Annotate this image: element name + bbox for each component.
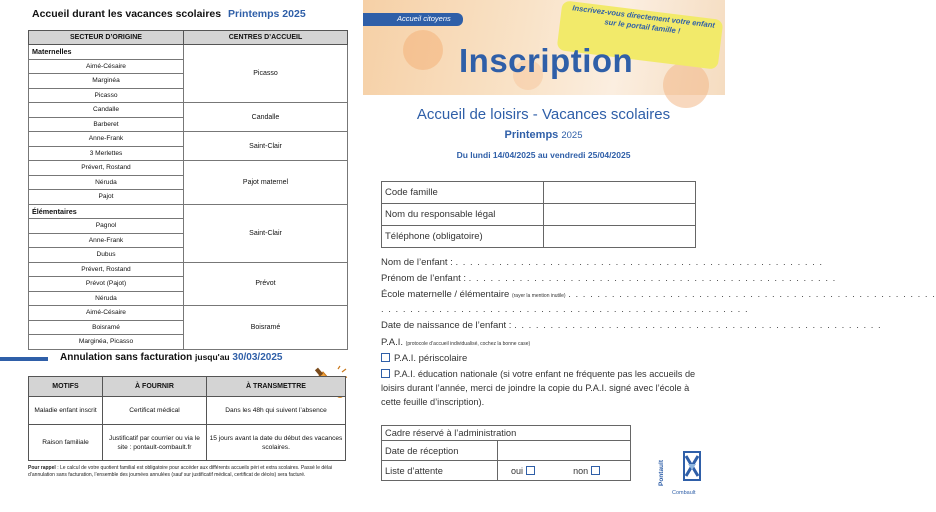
center-cell: Pajot maternel [184, 161, 348, 205]
origin-cell: 3 Merlettes [29, 146, 184, 161]
origin-cell: Pagnol [29, 219, 184, 234]
banner-decoration [663, 62, 709, 108]
transmettre-cell: Dans les 48h qui suivent l’absence [207, 397, 346, 425]
table-row [29, 397, 346, 425]
origin-cell: Barberet [29, 117, 184, 132]
footnote [28, 465, 348, 479]
pontault-logo-icon [662, 446, 720, 490]
center-cell: Saint-Clair [184, 204, 348, 262]
origin-cell: Prévot (Pajot) [29, 277, 184, 292]
reception-field[interactable] [498, 441, 631, 461]
portal-bubble-text: Inscrivez-vous directement votre enfant sur le portail famille ! [571, 3, 716, 36]
section-maternelles: Maternelles [29, 45, 184, 60]
field-label: École maternelle / élémentaire [381, 289, 510, 300]
fill-dots: . . . . . . . . . . . . . . . . . . . . . . . . . . . . . . . . . . . . . . . . . . . . . . . . . . . [468, 273, 837, 284]
col-header-fournir: À FOURNIR [103, 377, 207, 397]
origin-cell: Marginéa, Picasso [29, 335, 184, 350]
origin-cell: Néruda [29, 291, 184, 306]
no-checkbox[interactable] [591, 466, 600, 475]
field-label: P.A.I. [381, 337, 404, 348]
field-label: Nom du responsable légal [382, 204, 544, 226]
field-label: Liste d’attente [382, 461, 498, 481]
transmettre-cell: 15 jours avant la date du début des vacances scolaires. [207, 425, 346, 461]
origin-cell: Anne-Frank [29, 233, 184, 248]
banner-title: Inscription [459, 42, 634, 79]
admin-table [381, 425, 631, 481]
birthdate-line[interactable] [381, 320, 882, 331]
annulation-table [28, 376, 346, 461]
table-row [29, 425, 346, 461]
footnote-label: Pour rappel [28, 465, 56, 471]
page-title [32, 8, 306, 20]
pai-line [381, 337, 699, 348]
pai-periscolaire-checkbox[interactable] [381, 353, 390, 362]
origin-cell: Marginéa [29, 74, 184, 89]
field-hint: (rayer la mention inutile) [511, 293, 566, 299]
annulation-date: 30/03/2025 [232, 352, 283, 363]
logo-name: Pontault [658, 460, 665, 486]
blue-strip [0, 357, 48, 361]
motif-cell: Maladie enfant inscrit [29, 397, 103, 425]
child-firstname-line[interactable] [381, 273, 837, 284]
pai-education-checkbox[interactable] [381, 369, 390, 378]
origin-cell: Anne-Frank [29, 132, 184, 147]
subtitle-year: 2025 [561, 130, 583, 141]
school-line-2[interactable] [381, 304, 749, 315]
fill-dots: . . . . . . . . . . . . . . . . . . . . . . . . . . . . . . . . . . . . . . . . . . . . . . . . . . . [381, 304, 749, 315]
fill-dots: . . . . . . . . . . . . . . . . . . . . . . . . . . . . . . . . . . . . . . . . . . . . . . . . . . . [455, 257, 824, 268]
waitlist-options [498, 461, 631, 481]
banner [363, 0, 725, 95]
option-label: P.A.I. éducation nationale (si votre enfant ne fréquente pas les accueils de loisirs durant l’année, merci de joindre la copie du P.A.I. signé avec l’école à cette feuille d’inscription). [381, 369, 696, 407]
col-header-transmettre: À TRANSMETTRE [207, 377, 346, 397]
origin-cell: Pajot [29, 190, 184, 205]
annulation-title-text: Annulation sans facturation [60, 352, 193, 363]
origin-cell: Aimé-Césaire [29, 59, 184, 74]
waitlist-no[interactable] [573, 466, 604, 476]
left-page [0, 0, 362, 512]
school-line[interactable] [381, 289, 936, 300]
center-cell: Saint-Clair [184, 132, 348, 161]
subtitle-text: Printemps [504, 129, 559, 141]
footnote-text: : Le calcul de votre quotient familial est obligatoire pour accéder aux différents accueils péri et extra scolaires. Passé le délai d’annulation sans facturation, l’ensemble des journées annulées (sauf sur justificatif médical, certificat de décès) sera facturé. [28, 465, 332, 478]
title-text: Accueil durant les vacances scolaires [32, 8, 222, 20]
accueil-tag: Accueil citoyens [397, 14, 451, 23]
fill-dots: . . . . . . . . . . . . . . . . . . . . . . . . . . . . . . . . . . . . . . . . . . . . . . . . . . . [514, 320, 882, 331]
form-dates: Du lundi 14/04/2025 au vendredi 25/04/2025 [456, 150, 631, 160]
center-cell: Prévot [184, 262, 348, 306]
responsable-field[interactable] [544, 204, 696, 226]
admin-header: Cadre réservé à l’administration [382, 426, 631, 441]
origin-cell: Prévert, Rostand [29, 161, 184, 176]
col-header-center: CENTRES D’ACCUEIL [184, 31, 348, 45]
pai-periscolaire-option[interactable] [381, 353, 699, 364]
origin-cell: Candalle [29, 103, 184, 118]
code-famille-field[interactable] [544, 182, 696, 204]
field-label: Date de réception [382, 441, 498, 461]
field-label: Date de naissance de l’enfant : [381, 320, 512, 331]
yes-checkbox[interactable] [526, 466, 535, 475]
fournir-cell: Certificat médical [103, 397, 207, 425]
right-page [362, 0, 936, 512]
child-name-line[interactable] [381, 257, 824, 268]
field-label: Code famille [382, 182, 544, 204]
field-label: Téléphone (obligatoire) [382, 226, 544, 248]
family-table [381, 181, 696, 248]
center-cell: Picasso [184, 45, 348, 103]
fournir-cell: Justificatif par courrier ou via le site : pontault-combault.fr [103, 425, 207, 461]
origin-cell: Picasso [29, 88, 184, 103]
section-elementaires: Élémentaires [29, 204, 184, 219]
col-header-origin: SECTEUR D’ORIGINE [29, 31, 184, 45]
telephone-field[interactable] [544, 226, 696, 248]
title-accent: Printemps 2025 [228, 8, 306, 20]
form-subtitle [362, 129, 725, 141]
field-label: Prénom de l’enfant : [381, 273, 467, 284]
origin-cell: Boisramé [29, 320, 184, 335]
origin-cell: Aimé-Césaire [29, 306, 184, 321]
fill-dots: . . . . . . . . . . . . . . . . . . . . . . . . . . . . . . . . . . . . . . . . . . . . . . . . . . . [568, 289, 936, 300]
field-label: Nom de l’enfant : [381, 257, 453, 268]
pai-education-option[interactable] [381, 367, 699, 409]
banner-decoration [403, 30, 443, 70]
annulation-title [60, 352, 282, 363]
waitlist-yes[interactable] [511, 466, 539, 476]
motif-cell: Raison familiale [29, 425, 103, 461]
field-hint: (protocole d’accueil individualisé, cochez la bonne case) [405, 341, 531, 347]
sector-table [28, 30, 348, 350]
form-title: Accueil de loisirs - Vacances scolaires [416, 106, 671, 123]
center-cell: Candalle [184, 103, 348, 132]
option-label: P.A.I. périscolaire [394, 353, 468, 364]
center-cell: Boisramé [184, 306, 348, 350]
origin-cell: Prévert, Rostand [29, 262, 184, 277]
col-header-motifs: MOTIFS [29, 377, 103, 397]
option-label: non [573, 465, 589, 476]
origin-cell: Dubus [29, 248, 184, 263]
annulation-until: jusqu'au [195, 352, 230, 362]
origin-cell: Néruda [29, 175, 184, 190]
logo-sub: Combault [672, 490, 696, 496]
option-label: oui [511, 465, 524, 476]
